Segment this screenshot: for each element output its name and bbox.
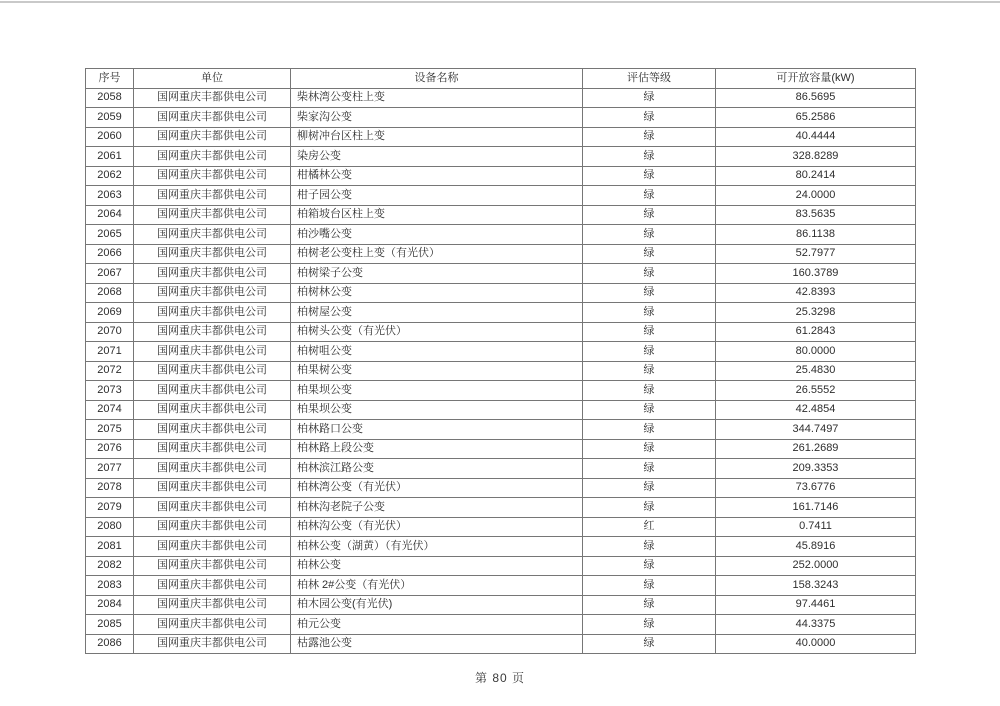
serial-cell: 2059 xyxy=(86,108,134,128)
capacity-cell: 86.5695 xyxy=(716,88,916,108)
header-serial: 序号 xyxy=(86,69,134,89)
device-name-cell: 柑橘林公变 xyxy=(291,166,583,186)
grade-cell: 绿 xyxy=(583,459,716,479)
table-row xyxy=(86,322,916,342)
table-header xyxy=(86,69,916,89)
grade-cell: 绿 xyxy=(583,615,716,635)
capacity-cell: 252.0000 xyxy=(716,556,916,576)
grade-cell: 绿 xyxy=(583,186,716,206)
capacity-cell: 52.7977 xyxy=(716,244,916,264)
capacity-cell: 160.3789 xyxy=(716,264,916,284)
grade-cell: 绿 xyxy=(583,127,716,147)
serial-cell: 2065 xyxy=(86,225,134,245)
table-row xyxy=(86,459,916,479)
grade-cell: 绿 xyxy=(583,108,716,128)
serial-cell: 2082 xyxy=(86,556,134,576)
header-unit: 单位 xyxy=(134,69,291,89)
unit-cell: 国网重庆丰都供电公司 xyxy=(134,186,291,206)
serial-cell: 2077 xyxy=(86,459,134,479)
table-row xyxy=(86,147,916,167)
grade-cell: 绿 xyxy=(583,244,716,264)
grade-cell: 绿 xyxy=(583,420,716,440)
unit-cell: 国网重庆丰都供电公司 xyxy=(134,264,291,284)
capacity-cell: 80.2414 xyxy=(716,166,916,186)
table-row xyxy=(86,498,916,518)
serial-cell: 2078 xyxy=(86,478,134,498)
table-row xyxy=(86,127,916,147)
table-row xyxy=(86,205,916,225)
table-row xyxy=(86,166,916,186)
unit-cell: 国网重庆丰都供电公司 xyxy=(134,634,291,654)
serial-cell: 2068 xyxy=(86,283,134,303)
device-name-cell: 柏林滨江路公变 xyxy=(291,459,583,479)
table-row xyxy=(86,576,916,596)
serial-cell: 2073 xyxy=(86,381,134,401)
serial-cell: 2076 xyxy=(86,439,134,459)
grade-cell: 绿 xyxy=(583,342,716,362)
device-name-cell: 柏林公变（湖黄）（有光伏） xyxy=(291,537,583,557)
device-name-cell: 柑子园公变 xyxy=(291,186,583,206)
grade-cell: 绿 xyxy=(583,498,716,518)
capacity-cell: 328.8289 xyxy=(716,147,916,167)
device-name-cell: 柏树梁子公变 xyxy=(291,264,583,284)
table-row xyxy=(86,400,916,420)
device-name-cell: 柏树老公变柱上变（有光伏） xyxy=(291,244,583,264)
unit-cell: 国网重庆丰都供电公司 xyxy=(134,303,291,323)
device-name-cell: 柴家沟公变 xyxy=(291,108,583,128)
device-name-cell: 柏林路口公变 xyxy=(291,420,583,440)
serial-cell: 2074 xyxy=(86,400,134,420)
grade-cell: 绿 xyxy=(583,166,716,186)
capacity-cell: 83.5635 xyxy=(716,205,916,225)
unit-cell: 国网重庆丰都供电公司 xyxy=(134,342,291,362)
serial-cell: 2075 xyxy=(86,420,134,440)
table-row xyxy=(86,634,916,654)
serial-cell: 2070 xyxy=(86,322,134,342)
table-row xyxy=(86,361,916,381)
table-row xyxy=(86,595,916,615)
page-number: 第 80 页 xyxy=(474,671,526,685)
capacity-cell: 25.4830 xyxy=(716,361,916,381)
unit-cell: 国网重庆丰都供电公司 xyxy=(134,166,291,186)
grade-cell: 绿 xyxy=(583,576,716,596)
device-name-cell: 柏果坝公变 xyxy=(291,381,583,401)
table-row xyxy=(86,303,916,323)
grade-cell: 绿 xyxy=(583,361,716,381)
grade-cell: 绿 xyxy=(583,381,716,401)
table-row xyxy=(86,244,916,264)
device-name-cell: 柏林沟公变（有光伏） xyxy=(291,517,583,537)
serial-cell: 2079 xyxy=(86,498,134,518)
device-name-cell: 柏果坝公变 xyxy=(291,400,583,420)
device-name-cell: 柏林沟老院子公变 xyxy=(291,498,583,518)
grade-cell: 绿 xyxy=(583,205,716,225)
unit-cell: 国网重庆丰都供电公司 xyxy=(134,439,291,459)
unit-cell: 国网重庆丰都供电公司 xyxy=(134,147,291,167)
device-name-cell: 柏箱坡台区柱上变 xyxy=(291,205,583,225)
unit-cell: 国网重庆丰都供电公司 xyxy=(134,244,291,264)
table-row xyxy=(86,517,916,537)
device-name-cell: 柳树冲台区柱上变 xyxy=(291,127,583,147)
grade-cell: 绿 xyxy=(583,225,716,245)
unit-cell: 国网重庆丰都供电公司 xyxy=(134,478,291,498)
grade-cell: 绿 xyxy=(583,556,716,576)
capacity-cell: 80.0000 xyxy=(716,342,916,362)
serial-cell: 2085 xyxy=(86,615,134,635)
serial-cell: 2086 xyxy=(86,634,134,654)
grade-cell: 红 xyxy=(583,517,716,537)
table-row xyxy=(86,420,916,440)
capacity-cell: 261.2689 xyxy=(716,439,916,459)
serial-cell: 2067 xyxy=(86,264,134,284)
table-row xyxy=(86,88,916,108)
table-row xyxy=(86,478,916,498)
serial-cell: 2060 xyxy=(86,127,134,147)
device-name-cell: 柏元公变 xyxy=(291,615,583,635)
serial-cell: 2062 xyxy=(86,166,134,186)
grade-cell: 绿 xyxy=(583,88,716,108)
device-name-cell: 柏林路上段公变 xyxy=(291,439,583,459)
capacity-cell: 0.7411 xyxy=(716,517,916,537)
grade-cell: 绿 xyxy=(583,634,716,654)
grade-cell: 绿 xyxy=(583,595,716,615)
capacity-cell: 42.8393 xyxy=(716,283,916,303)
device-name-cell: 柏树屋公变 xyxy=(291,303,583,323)
serial-cell: 2080 xyxy=(86,517,134,537)
device-name-cell: 柏木园公变(有光伏) xyxy=(291,595,583,615)
grade-cell: 绿 xyxy=(583,400,716,420)
capacity-cell: 26.5552 xyxy=(716,381,916,401)
capacity-cell: 40.0000 xyxy=(716,634,916,654)
device-name-cell: 柏林公变 xyxy=(291,556,583,576)
serial-cell: 2061 xyxy=(86,147,134,167)
unit-cell: 国网重庆丰都供电公司 xyxy=(134,576,291,596)
device-name-cell: 柏树头公变（有光伏） xyxy=(291,322,583,342)
unit-cell: 国网重庆丰都供电公司 xyxy=(134,381,291,401)
device-name-cell: 柏树咀公变 xyxy=(291,342,583,362)
device-name-cell: 柴林湾公变柱上变 xyxy=(291,88,583,108)
serial-cell: 2064 xyxy=(86,205,134,225)
device-name-cell: 枯露池公变 xyxy=(291,634,583,654)
serial-cell: 2069 xyxy=(86,303,134,323)
table-row xyxy=(86,225,916,245)
table-row xyxy=(86,439,916,459)
capacity-cell: 44.3375 xyxy=(716,615,916,635)
serial-cell: 2071 xyxy=(86,342,134,362)
serial-cell: 2083 xyxy=(86,576,134,596)
device-name-cell: 柏树林公变 xyxy=(291,283,583,303)
unit-cell: 国网重庆丰都供电公司 xyxy=(134,459,291,479)
unit-cell: 国网重庆丰都供电公司 xyxy=(134,88,291,108)
capacity-cell: 209.3353 xyxy=(716,459,916,479)
capacity-cell: 344.7497 xyxy=(716,420,916,440)
unit-cell: 国网重庆丰都供电公司 xyxy=(134,595,291,615)
header-device: 设备名称 xyxy=(291,69,583,89)
unit-cell: 国网重庆丰都供电公司 xyxy=(134,283,291,303)
table-row xyxy=(86,108,916,128)
device-name-cell: 柏沙嘴公变 xyxy=(291,225,583,245)
device-name-cell: 柏果树公变 xyxy=(291,361,583,381)
serial-cell: 2058 xyxy=(86,88,134,108)
unit-cell: 国网重庆丰都供电公司 xyxy=(134,420,291,440)
capacity-cell: 65.2586 xyxy=(716,108,916,128)
table-row xyxy=(86,615,916,635)
capacity-cell: 73.6776 xyxy=(716,478,916,498)
capacity-cell: 25.3298 xyxy=(716,303,916,323)
unit-cell: 国网重庆丰都供电公司 xyxy=(134,615,291,635)
table-row xyxy=(86,556,916,576)
unit-cell: 国网重庆丰都供电公司 xyxy=(134,322,291,342)
table-row xyxy=(86,186,916,206)
capacity-cell: 97.4461 xyxy=(716,595,916,615)
grade-cell: 绿 xyxy=(583,264,716,284)
capacity-cell: 161.7146 xyxy=(716,498,916,518)
capacity-table xyxy=(85,68,916,654)
unit-cell: 国网重庆丰都供电公司 xyxy=(134,537,291,557)
device-name-cell: 柏林 2#公变（有光伏） xyxy=(291,576,583,596)
unit-cell: 国网重庆丰都供电公司 xyxy=(134,361,291,381)
capacity-cell: 42.4854 xyxy=(716,400,916,420)
grade-cell: 绿 xyxy=(583,478,716,498)
unit-cell: 国网重庆丰都供电公司 xyxy=(134,498,291,518)
capacity-cell: 40.4444 xyxy=(716,127,916,147)
unit-cell: 国网重庆丰都供电公司 xyxy=(134,205,291,225)
header-grade: 评估等级 xyxy=(583,69,716,89)
table-row xyxy=(86,381,916,401)
serial-cell: 2084 xyxy=(86,595,134,615)
capacity-cell: 24.0000 xyxy=(716,186,916,206)
capacity-cell: 86.1138 xyxy=(716,225,916,245)
table-row xyxy=(86,537,916,557)
unit-cell: 国网重庆丰都供电公司 xyxy=(134,517,291,537)
capacity-cell: 61.2843 xyxy=(716,322,916,342)
grade-cell: 绿 xyxy=(583,147,716,167)
table-row xyxy=(86,283,916,303)
capacity-cell: 158.3243 xyxy=(716,576,916,596)
header-row xyxy=(86,69,916,89)
serial-cell: 2081 xyxy=(86,537,134,557)
unit-cell: 国网重庆丰都供电公司 xyxy=(134,127,291,147)
serial-cell: 2063 xyxy=(86,186,134,206)
page-top-edge xyxy=(0,1,1000,3)
capacity-cell: 45.8916 xyxy=(716,537,916,557)
table-row xyxy=(86,342,916,362)
table-row xyxy=(86,264,916,284)
grade-cell: 绿 xyxy=(583,537,716,557)
serial-cell: 2066 xyxy=(86,244,134,264)
grade-cell: 绿 xyxy=(583,283,716,303)
serial-cell: 2072 xyxy=(86,361,134,381)
header-capacity: 可开放容量(kW) xyxy=(716,69,916,89)
grade-cell: 绿 xyxy=(583,303,716,323)
unit-cell: 国网重庆丰都供电公司 xyxy=(134,400,291,420)
unit-cell: 国网重庆丰都供电公司 xyxy=(134,225,291,245)
device-name-cell: 柏林湾公变（有光伏） xyxy=(291,478,583,498)
grade-cell: 绿 xyxy=(583,439,716,459)
unit-cell: 国网重庆丰都供电公司 xyxy=(134,556,291,576)
grade-cell: 绿 xyxy=(583,322,716,342)
unit-cell: 国网重庆丰都供电公司 xyxy=(134,108,291,128)
device-name-cell: 染房公变 xyxy=(291,147,583,167)
table-body xyxy=(86,88,916,654)
